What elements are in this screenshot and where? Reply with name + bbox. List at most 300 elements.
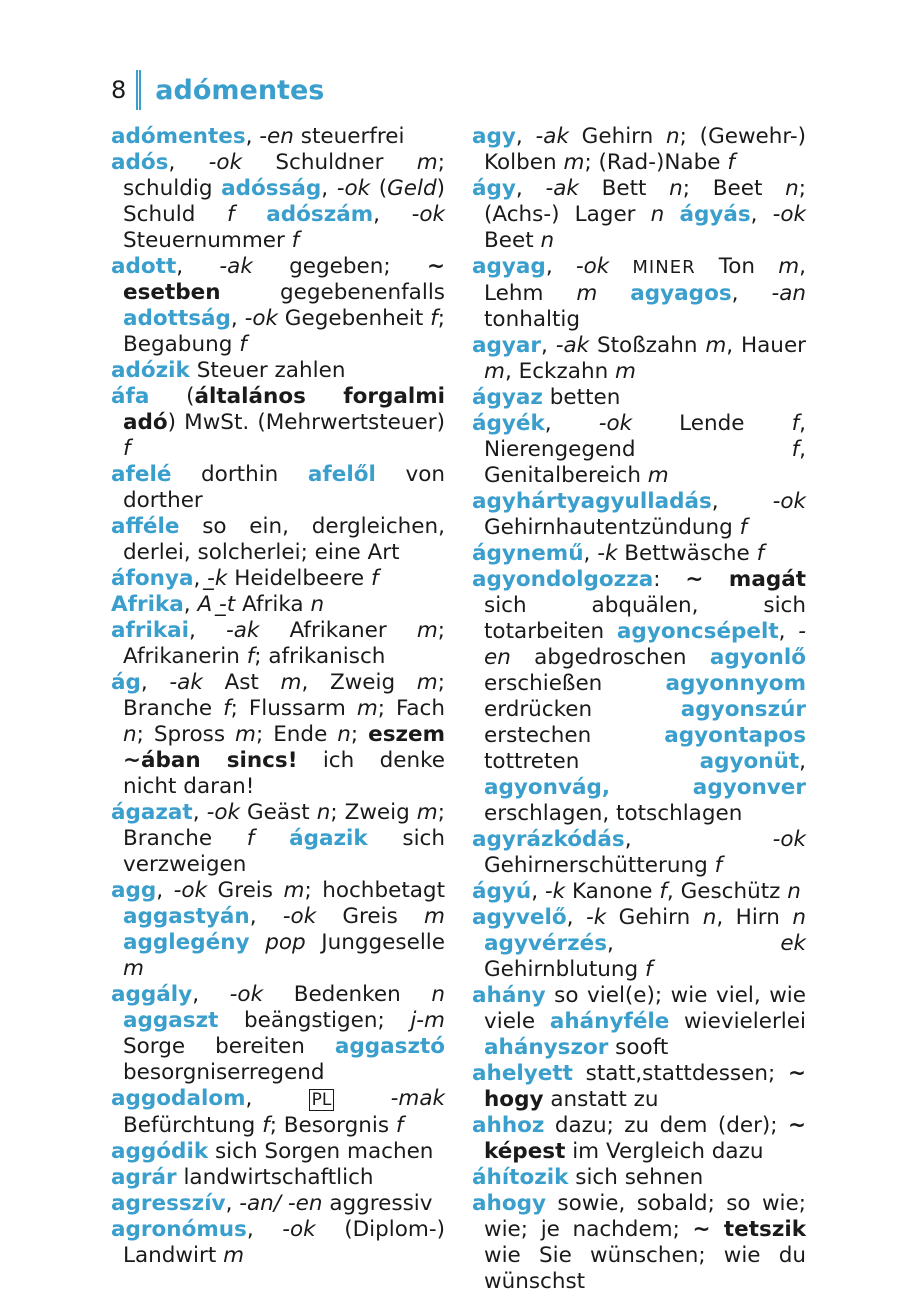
phrase: ~ magát [685,567,807,592]
definition-text: , [731,281,772,306]
definition-text: Bedenken [263,982,432,1007]
definition-text: ; Ende [256,722,338,747]
headword: adott [111,254,177,279]
grammar-note: m [576,281,598,306]
grammar-note: m [223,1243,245,1268]
headword: agyagos [630,281,732,306]
headword: ahhoz [472,1113,545,1138]
definition-text: Greis [207,878,284,903]
definition-text: Gehirn [606,905,703,930]
grammar-note: f [714,853,723,878]
headword: agyvelő [472,905,567,930]
grammar-note: m [424,904,445,929]
grammar-note: -ak [225,618,260,643]
headword: aggasztó [334,1034,445,1059]
headword: ágynemű [472,541,584,566]
dictionary-entry [111,1165,445,1191]
left-column [111,124,445,1269]
phrase: ~ tetszik [692,1217,806,1242]
grammar-note: m [416,618,438,643]
dictionary-entry [111,150,445,254]
definition-text: , [544,411,599,436]
headword: Afrika [111,592,184,617]
definition-text: ; Begabung [123,306,445,357]
definition-text: ; Besorgnis [269,1113,396,1138]
phrase: eszem ~ában sincs! [123,722,446,773]
grammar-note: m [484,359,505,384]
headword: agy [472,124,516,149]
definition-text: ; Beet [682,176,786,201]
headword: áfa [111,384,150,409]
definition-text: , [531,879,545,904]
headword: ahelyett [472,1061,573,1086]
guide-word: adómentes [155,74,325,106]
definition-text: gegebenenfalls [220,280,445,305]
dictionary-entry [472,541,806,567]
definition-text [250,930,266,955]
definition-text: , Genitalbereich [484,437,806,488]
grammar-note: f [246,826,255,851]
headword: ahogy [472,1191,546,1216]
headword: agyoncsépelt [616,619,779,644]
headword: áhítozik [472,1165,569,1190]
definition-text: so ein, dergleichen, derlei, solcherlei; eine Art [123,514,445,565]
definition-text: tottreten [484,749,700,774]
page-number: 8 [111,76,127,104]
dictionary-entry [111,384,445,462]
definition-text: , [140,670,170,695]
definition-text: ) MwSt. (Mehrwertsteuer) [167,410,445,435]
grammar-note: f [791,437,800,462]
grammar-note: -ak [555,333,590,358]
grammar-note: -k [585,905,607,930]
grammar-note: -ak [219,254,253,279]
definition-text: Kanone [565,879,660,904]
phrase: ~ hogy [484,1061,806,1112]
headword: ág [111,670,141,695]
definition-text: ( [370,176,388,201]
definition-text: gegeben; [252,254,427,279]
definition-text: erstechen [484,723,665,748]
definition-text: Bettwäsche [617,541,757,566]
headword: ágazik [289,826,368,851]
grammar-note: f [395,1113,404,1138]
headword: agyvérzés [484,931,608,956]
dictionary-entry [472,879,806,905]
definition-text: , [249,904,283,929]
grammar-note: m [283,878,305,903]
definition-text: : [653,567,686,592]
definition-text: , Hauer [726,333,807,358]
definition-text: erschießen [484,671,666,696]
definition-text: , [778,619,799,644]
definition-text: , [711,489,773,514]
grammar-note: -ok [575,254,610,279]
definition-text: , [750,202,773,227]
headword: aggály [111,982,193,1007]
definition-text: wievielerlei [669,1009,806,1034]
definition-text: so viel(e); wie viel, wie viele [484,983,806,1034]
headword: agyonszúr [680,697,806,722]
grammar-note: -ak [545,176,579,201]
dictionary-entry [472,254,806,333]
grammar-note: -ok [598,411,633,436]
definition-text: ; (Gewehr-) Kolben [484,124,807,175]
definition-text: ; afrikanisch [254,644,386,669]
definition-text: , [189,618,226,643]
definition-text: ich denke nicht daran! [123,748,445,799]
headword: agglegény [123,930,250,955]
headword: ágyú [472,879,532,904]
definition-text: Stoßzahn [589,333,706,358]
grammar-note: f [291,228,300,253]
definition-text: aggressiv [322,1191,433,1216]
definition-text: sich Sorgen machen [208,1139,434,1164]
headword: aggódik [111,1139,209,1164]
dictionary-entry [111,618,445,670]
definition-text: Junggeselle [305,930,445,955]
grammar-note: -ok [229,982,264,1007]
definition-text: ; Afrikanerin [123,618,446,669]
dictionary-entry [111,462,445,514]
definition-text: wie Sie wünschen; wie du wünschst [484,1243,806,1294]
dictionary-entry [472,827,806,879]
grammar-note: f [430,306,438,331]
definition-text: , Zweig [301,670,417,695]
definition-text: , [192,982,230,1007]
headword: ágyék [472,411,545,436]
headword: agyonüt [699,749,800,774]
definition-text: , [168,150,209,175]
grammar-note: f [227,202,235,227]
definition-text: ; hochbetagt [304,878,445,903]
definition-text: , Nierengegend [484,411,807,462]
headword: aggaszt [123,1008,219,1033]
grammar-note: -ok [208,150,243,175]
grammar-note: -ok [411,202,445,227]
definition-text: statt,stattdessen; [572,1061,788,1086]
grammar-note: n [540,228,555,253]
dictionary-entry [111,124,445,150]
headword: agronómus [111,1217,247,1242]
phrase: általános forgalmi adó [123,384,445,435]
right-column [472,124,806,1295]
definition-text: landwirtschaftlich [176,1165,374,1190]
definition-text: dorthin [171,462,308,487]
dictionary-entry [111,1191,445,1217]
grammar-note: -en [259,124,294,149]
definition-text: Sorge bereiten [123,1034,335,1059]
headword: áfonya [111,566,194,591]
headword: agyag [472,254,546,279]
definition-text: sowie, sobald; so wie; wie; je nachdem; [484,1191,806,1242]
grammar-note: ek [780,931,806,956]
definition-text: , [245,1086,309,1111]
definition-text: Gehirnerschütterung [484,853,715,878]
headword: ágyás [679,202,751,227]
grammar-note: f [659,879,667,904]
definition-text: Afrika [235,592,311,617]
definition-text: Steuernummer [123,228,292,253]
headword: adószám [266,202,374,227]
definition-text: Afrikaner [259,618,417,643]
definition-text: ) Schuld [123,176,445,227]
dictionary-entry [111,1217,445,1269]
headword: ahány [472,983,546,1008]
headword: ahányszor [484,1035,609,1060]
definition-text: sich abquälen, sich totarbeiten [484,593,806,644]
definition-text: Beet [484,228,541,253]
definition-text: , [321,176,337,201]
grammar-note: n [431,982,445,1007]
headword: aggodalom [111,1086,246,1111]
grammar-note: f [645,957,653,982]
definition-text: , [183,592,198,617]
grammar-note: n [650,202,665,227]
definition-text: , Lehm [484,254,806,306]
dictionary-entry [111,592,445,618]
grammar-note: n [787,879,801,904]
definition-text: , [193,566,208,591]
headword: adós [111,150,169,175]
definition-text [664,202,679,227]
definition-text [254,826,289,851]
definition-text: , [245,124,260,149]
definition-text: ; Branche [123,800,445,851]
definition-text: , [566,905,586,930]
grammar-note: -an [771,281,807,306]
dictionary-entry [472,983,806,1061]
definition-text: Heidelbeere [227,566,371,591]
grammar-note: -ak [535,124,569,149]
dictionary-entry [111,1139,445,1165]
definition-text: Befürchtung [123,1113,263,1138]
definition-text: ; (Rad-)Nabe [584,150,728,175]
definition-text: von dorther [123,462,445,513]
definition-text: Gehirn [568,124,667,149]
headword: agg [111,878,157,903]
header-divider [136,70,141,110]
definition-text: , [515,176,546,201]
grammar-note: f [246,644,255,669]
dictionary-entry [111,800,445,878]
headword: agyonlő [709,645,806,670]
grammar-note: n [316,800,331,825]
definition-text: , [230,306,245,331]
grammar-note: -̲k [207,566,228,591]
grammar-note: pop [265,930,306,955]
dictionary-entry [472,385,806,411]
grammar-note: -ok [244,306,278,331]
definition-text: betten [542,385,621,410]
definition-text: sich verzweigen [123,826,445,877]
definition-text: im Vergleich dazu [565,1139,764,1164]
dictionary-entry [472,489,806,541]
definition-text: PL [309,1089,335,1111]
definition-text: ( [149,384,195,409]
definition-text [597,281,630,306]
headword: agresszív [111,1191,226,1216]
grammar-note: f [262,1113,270,1138]
definition-text: ; (Achs-) Lager [484,176,807,227]
definition-text: Schuldner [242,150,417,175]
grammar-note: m [416,800,438,825]
dictionary-entry [472,567,806,827]
grammar-note: n [337,722,351,747]
grammar-note: -ok [336,176,371,201]
definition-text [609,254,632,279]
definition-text: ; Spross [136,722,236,747]
grammar-note: m [563,150,585,175]
grammar-note: m [356,696,378,721]
grammar-note: m [647,463,669,488]
headword: agyrázkódás [472,827,625,852]
headword: afféle [111,514,180,539]
dictionary-entry [111,254,445,358]
grammar-note: n [702,905,717,930]
definition-text: erdrücken [484,697,681,722]
headword: agyar [472,333,542,358]
grammar-note: n [310,592,325,617]
dictionary-entry [111,514,445,566]
grammar-note: f [727,150,735,175]
phrase: ~ esetben [123,254,446,305]
grammar-note: -ok [772,827,806,852]
grammar-note: -ok [282,1217,316,1242]
grammar-note: -ok [173,878,208,903]
dictionary-entry [111,566,445,592]
definition-text: Lende [632,411,792,436]
grammar-note: m [280,670,302,695]
definition-text: , [583,541,598,566]
headword: adósság [221,176,322,201]
definition-text: , [541,333,556,358]
definition-text: ; schuldig [123,150,445,201]
dictionary-entry [111,358,445,384]
definition-text: , Geschütz [666,879,788,904]
headword: ágyaz [472,385,543,410]
headword: ágazat [111,800,193,825]
grammar-note: -an/ -en [239,1191,323,1216]
grammar-note: n [666,124,680,149]
definition-text: , [373,202,412,227]
grammar-note: -k [544,879,566,904]
definition-text: Ton [695,254,779,279]
page-header [111,68,324,112]
grammar-note: m [416,670,438,695]
grammar-note: -ok [772,202,806,227]
definition-text: , [225,1191,240,1216]
definition-text: sich sehnen [568,1165,704,1190]
dictionary-entry [472,1113,806,1165]
definition-text: besorgniserregend [123,1060,325,1085]
definition-text: Gehirnblutung [484,957,645,982]
definition-text: Bett [578,176,670,201]
dictionary-entry [472,124,806,176]
definition-text: , [156,878,174,903]
definition-text: ; [350,722,369,747]
grammar-note: n [123,722,137,747]
grammar-note: m [416,150,438,175]
definition-text: , [545,254,576,279]
grammar-note: -ok [206,800,240,825]
grammar-note: m [778,254,800,279]
definition-text: erschlagen, totschlagen [484,801,743,826]
grammar-note: f [223,696,231,721]
headword: agyhártyagyulladás [472,489,712,514]
dictionary-entry [111,1086,445,1139]
headword: afelől [307,462,376,487]
grammar-note: f [756,541,765,566]
headword: adózik [111,358,190,383]
grammar-note: n [669,176,683,201]
definition-text: tonhaltig [484,307,581,332]
definition-text: anstatt zu [543,1087,659,1112]
definition-text: (Diplom-) Landwirt [123,1217,445,1268]
definition-text: Geäst [239,800,317,825]
grammar-note: f [370,566,379,591]
definition-text: , [515,124,536,149]
definition-text: , [192,800,207,825]
definition-text: Gegebenheit [277,306,431,331]
grammar-note: n [792,905,807,930]
dictionary-entry [472,905,806,983]
grammar-note: m [235,722,256,747]
dictionary-entry [472,411,806,489]
definition-text: , Hirn [716,905,793,930]
headword: agyontapos [664,723,806,748]
grammar-note: -k [597,541,618,566]
grammar-note: -ak [169,670,203,695]
dictionary-entry [472,1165,806,1191]
definition-text: , Eckzahn [504,359,616,384]
headword: agyonvág, agyonver [484,775,806,800]
definition-text: ; Branche [123,670,445,721]
phrase: ~ képest [484,1113,806,1164]
definition-text: , [607,931,781,956]
grammar-note: -ok [772,489,806,514]
grammar-note: m [615,359,636,384]
headword: ahányféle [549,1009,670,1034]
definition-text: dazu; zu dem (der); [544,1113,788,1138]
definition-text: sooft [608,1035,669,1060]
grammar-note: f [739,515,748,540]
grammar-note: f [791,411,800,436]
grammar-note: m [705,333,727,358]
dictionary-entry [472,1061,806,1113]
headword: ágy [472,176,516,201]
headword: agrár [111,1165,177,1190]
headword: agyondolgozza [472,567,654,592]
definition-text: , [176,254,220,279]
grammar-note: -ok [282,904,317,929]
grammar-note: n [785,176,799,201]
definition-text [334,1086,390,1111]
headword: aggastyán [123,904,250,929]
definition-text: ; Zweig [330,800,417,825]
headword: agyonnyom [665,671,806,696]
dictionary-entry [472,333,806,385]
grammar-note: m [123,956,144,981]
dictionary-entry [472,176,806,254]
grammar-note: f [123,436,131,461]
dictionary-entry [111,670,445,800]
headword: afelé [111,462,172,487]
definition-text: Ast [202,670,281,695]
definition-text [235,202,267,227]
grammar-note: f [239,332,247,357]
grammar-note: A -̲t [197,592,236,617]
